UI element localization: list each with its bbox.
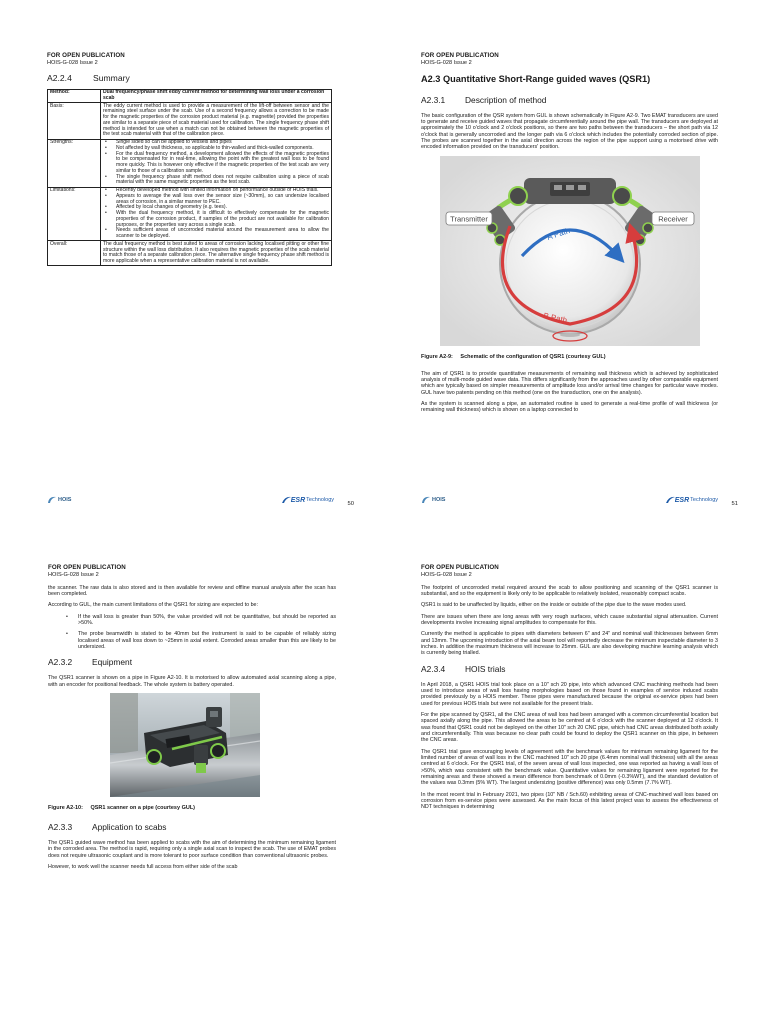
table-value-strengths: [101, 139, 332, 187]
paragraph: The QSR1 scanner is shown on a pipe in Figure A2-10. It is motorised to allow automated axial scanning along a pipe, with an encoder for positional feedback. The whole system is battery operated.: [48, 675, 336, 688]
table-row: [48, 103, 332, 140]
section-title: Description of method: [465, 94, 547, 105]
list-item: • The probe beamwidth is stated to be 40mm but the instrument is said to be capable of reliably sizing localised areas of wall loss down to ~25mm in axial extent. Corroded areas smaller than this are likely to be undersized.: [66, 631, 336, 650]
qsr1-scanner-photo: [110, 693, 260, 797]
section-heading: [47, 73, 332, 84]
table-value-overall: The dual frequency method is best suited to areas of corrosion lacking localised pitting or other fine structure within the wall loss distribution. It also requires the magnetic properties of the scab material to match those of a separate calibration piece. The alternative single frequency phase shift method is more applicable when a representative calibration material is not available.: [101, 241, 332, 266]
paragraph: There are issues when there are long areas with very rough surfaces, which cause substantial signal attenuation. Current developments involve increasing signal amplitudes to compensate for this.: [421, 613, 718, 626]
header-classification: FOR OPEN PUBLICATION: [421, 564, 499, 571]
header-classification: FOR OPEN PUBLICATION: [48, 564, 126, 571]
caption-number: Figure A2-9:: [421, 353, 453, 360]
table-row: [48, 187, 332, 241]
paragraph: However, to work well the scanner needs full access from either side of the scab: [48, 863, 238, 870]
header-doc-id: HOIS-G-028 Issue 2: [421, 571, 472, 578]
pipe-cross-section: [500, 194, 640, 334]
bullet-icon: •: [66, 631, 68, 638]
paragraph: As the system is scanned along a pipe, an automated routine is used to generate a real-time profile of wall thickness (or remaining wall thickness) which is shown on a laptop connected to: [421, 400, 718, 414]
table-row: [48, 241, 332, 266]
list-item: • The single frequency phase shift method does not require calibration using a piece of scab material with the same magnetic properties as the test scab.: [105, 173, 329, 186]
hois-logo: HOIS: [421, 495, 445, 505]
bullet-icon: •: [105, 192, 107, 199]
transmitter-label: Transmitter: [449, 214, 488, 224]
bullet-icon: •: [105, 173, 107, 180]
paragraph: the scanner. The raw data is also stored and is then available for review and offline manual analysis after the scan has been completed.: [48, 584, 336, 597]
esr-technology-logo: ESR Technology: [282, 496, 334, 504]
table-value-method: Dual frequency/phase shift eddy current method for determining wall loss under a corrosion scab: [101, 89, 332, 103]
list-item: • Needs sufficient areas of uncorroded material around the measurement area to allow the scanner to be deployed.: [105, 227, 329, 239]
header-doc-id: HOIS-G-028 Issue 2: [421, 59, 472, 66]
section-title: Equipment: [92, 657, 133, 668]
table-label-strengths: Strengths:: [48, 139, 101, 187]
section-number: A2.3.4: [421, 663, 446, 674]
section-number: A2.2.4: [47, 72, 72, 83]
bullet-icon: •: [105, 204, 107, 211]
bullet-list: [66, 614, 336, 651]
document-page-51: [384, 0, 768, 512]
section-main-title: A2.3 Quantitative Short-Range guided waves (QSR1): [421, 73, 651, 84]
page-number: 51: [731, 501, 738, 507]
list-item: • For the dual frequency method, a development allowed the effects of the magnetic properties to be compensated for in real-time, allowing the point with the greatest wall loss to be found more quickly. This is however only effective if the magnetic properties of the test scab are very similar to those of a calibration sample.: [105, 150, 329, 174]
paragraph: For the pipe scanned by QSR1, all the CNC areas of wall loss had been arranged with a common circumferential location but spaced axially along the pipe. This allowed the areas to be centred at 6 o'clock with the scanner deployed at 12 o'clock. It was found that QSR1 could not be deployed on the other 10" sch 20 CNC pipe, which had CNC areas distributed both axially and circumferentially. This was because no clear path could be found to deploy the QSR1 scanner on this pipe, in between the CNC areas.: [421, 711, 718, 744]
paragraph: The basic configuration of the QSR system from GUL is shown schematically in Figure A2-9. Two EMAT transducers are used to generate and receive guided waves that propagate circumferentially around the pipe wall. The transducers are deployed at approximately the 10 o'clock and 2 o'clock positions, so there are two paths between the transducers – the short path via 12 o'clock that is generally uncorroded and the longer path via 6 o'clock which includes the potentially corroded section of pipe. The probes are scanned together in the axial direction across the region of the pipe support using a motorised drive with encoded information provided on the transducers' position.: [421, 112, 718, 151]
caption-number: Figure A2-10:: [48, 804, 83, 811]
table-value-basis: The eddy current method is used to provide a measurement of the lift-off between sensor and the remaining steel surface under the scab. Use of a second frequency allows a correction to be made for the magnetic properties of the corrosion product material (e.g. magnetite) provided the properties are similar to a separate piece of scab material used for calibration. The single frequency phase shift method is intended for use when a match can not be obtained between the magnetic properties of the test scab material with that of the calibration piece.: [101, 103, 332, 140]
figure-caption: [48, 805, 336, 812]
section-heading: [48, 822, 336, 833]
section-title: HOIS trials: [465, 663, 506, 674]
figure-qsr1-schematic: [421, 156, 718, 346]
paragraph: The footprint of uncorroded metal required around the scab to allow positioning and scanning of the QSR1 scanner is substantial, and so the equipment is likely only to be applicable to relatively isolated, reasonably compact scabs.: [421, 584, 718, 597]
qsr1-schematic-diagram: [440, 156, 700, 346]
bullet-icon: •: [105, 144, 107, 151]
section-number: A2.3.1: [421, 94, 446, 105]
table-label-limitations: Limitations:: [48, 187, 101, 241]
bullet-icon: •: [105, 187, 107, 193]
bullet-icon: •: [105, 210, 107, 216]
summary-table: [47, 89, 332, 267]
figure-qsr1-photo: [48, 693, 336, 797]
bullet-icon: •: [105, 150, 107, 157]
paragraph: QSR1 is said to be unaffected by liquids, either on the inside or outside of the pipe due to the wave modes used.: [421, 602, 687, 609]
table-row: [48, 89, 332, 103]
paragraph: Currently the method is applicable to pipes with diameters between 6" and 24" and nominal wall thicknesses between 6mm and 13mm. The upcoming introduction of the axial beam tool will reportedly decrease the minimum inspectable diameter to 3 inches. In addition the maximum thickness will increase to 25mm. GUL are also developing machine learning analysis which is currently being trialled.: [421, 631, 718, 657]
paragraph: The QSR1 guided wave method has been applied to scabs with the aim of determining the minimum remaining ligament in the corroded area. The method is rapid, requiring only a single axial scan to inspect the scab. The use of EMAT probes does not require ultrasonic couplant and is more tolerant to poor surface condition than conventional ultrasonic probes.: [48, 839, 336, 859]
paragraph: The aim of QSR1 is to provide quantitative measurements of remaining wall thickness which is achieved by sophisticated analysis of multi-mode guided wave data. This differs significantly from the approaches used by other comparable equipment which are typically based on simpler measurements of amplitude loss and/or arrival time changes for particular wave modes. GUL have two patents pending on this method (one on the transduction, one on the analysis).: [421, 370, 718, 396]
esr-technology-logo: ESR Technology: [666, 496, 718, 504]
list-item: • With the dual frequency method, it is difficult to effectively compensate for the magnetic properties of the corrosion product, if samples of the product are not available for calibration purposes, or the properties vary across a single scab.: [105, 210, 329, 228]
a-path-label: A Path: [545, 225, 571, 242]
header-doc-id: HOIS-G-028 Issue 2: [48, 571, 99, 578]
hois-swoosh-icon: [421, 495, 431, 505]
paragraph: According to GUL, the main current limitations of the QSR1 for sizing are expected to be:: [48, 602, 258, 609]
list-item: • If the wall loss is greater than 50%, the value provided will not be quantitative, but should be reported as >50%.: [66, 613, 336, 626]
caption-text: Schematic of the configuration of QSR1 (courtesy GUL): [460, 353, 606, 360]
page-footer: [421, 496, 738, 512]
section-heading: [421, 95, 718, 106]
section-title: Application to scabs: [92, 821, 167, 832]
hois-swoosh-icon: [47, 495, 57, 505]
page-number: 50: [347, 501, 354, 507]
document-page-53: [384, 512, 768, 1024]
section-title: Summary: [93, 72, 130, 83]
scanner-wheel: [613, 187, 631, 205]
document-page-50: [0, 0, 384, 512]
header-classification: FOR OPEN PUBLICATION: [47, 52, 125, 59]
figure-caption: [421, 354, 718, 361]
section-heading: [421, 664, 718, 675]
section-heading: [48, 657, 336, 668]
receiver-label: Receiver: [657, 214, 688, 224]
page-footer: [47, 496, 354, 512]
section-number: A2.3.2: [48, 657, 73, 668]
table-label-overall: Overall:: [48, 241, 101, 266]
esr-swoosh-icon: [282, 496, 291, 504]
section-number: A2.3.3: [48, 821, 73, 832]
paragraph: The QSR1 trial gave encouraging levels of agreement with the benchmark values for minimum remaining ligament for the limited number of areas of wall loss in the CNC machined 10" sch 20 pipe (6.4mm nominal wall thickness) with all the areas centred at 6 o'clock. For the QSR1 trial, of the seven areas of wall loss inspected, one was reported as having a wall loss of >50%, which was consistent with the benchmark value. Quantitative values for remaining ligament were reported for the remaining areas and these showed a mean difference from benchmark of 0.0mm (-0.3%WT), and the standard deviation of the values was 0.3mm (5% WT). The largest undersizing (positive difference) was only 0.5mm (7.7% WT).: [421, 748, 718, 787]
hois-logo: HOIS: [47, 495, 71, 505]
bullet-icon: •: [66, 613, 68, 620]
list-item: • Not affected by wall thickness, so applicable to thin-walled and thick-walled components.: [105, 144, 314, 151]
list-item: • Appears to average the wall loss over the sensor size (~30mm), so can undersize localised areas of corrosion, in a similar manner to PEC.: [105, 192, 329, 205]
list-item: • Recently developed method with limited information on performance outside of HOIS trials.: [105, 187, 319, 193]
scanner-wheel: [509, 187, 527, 205]
table-label-basis: Basis:: [48, 103, 101, 140]
bullet-icon: •: [105, 139, 107, 145]
header-doc-id: HOIS-G-028 Issue 2: [47, 59, 98, 66]
list-item: • Affected by local changes of geometry (e.g. tees).: [105, 204, 227, 211]
bullet-icon: •: [105, 227, 107, 234]
paragraph: In April 2018, a QSR1 HOIS trial took place on a 10" sch 20 pipe, into which advanced CNC machining methods had been used to introduce areas of wall loss having morphologies based on those found in examples of service induced scabs provided previously by a HOIS member. These pipes were manufactured because the original ex-service pipes had been used for previous HOIS trials but were not available for the present trials.: [421, 681, 718, 707]
table-row: [48, 139, 332, 187]
table-value-limitations: [101, 187, 332, 241]
caption-text: QSR1 scanner on a pipe (courtesy GUL): [90, 804, 196, 811]
document-page-52: [0, 512, 384, 1024]
paragraph: In the most recent trial in February 2021, two pipes (10" NB / Sch.60) exhibiting areas of CNC-machined wall loss based on corrosion from ex-service pipes were assessed. As the main focus of this latest project was to assess the effectiveness of NDT techniques in determining: [421, 791, 718, 811]
esr-swoosh-icon: [666, 496, 675, 504]
list-item: • Single sided so can be applied to vessels and pipes: [105, 139, 232, 145]
header-classification: FOR OPEN PUBLICATION: [421, 52, 499, 59]
table-label-method: Method:: [48, 89, 101, 103]
b-path-label: B Path: [542, 310, 568, 325]
